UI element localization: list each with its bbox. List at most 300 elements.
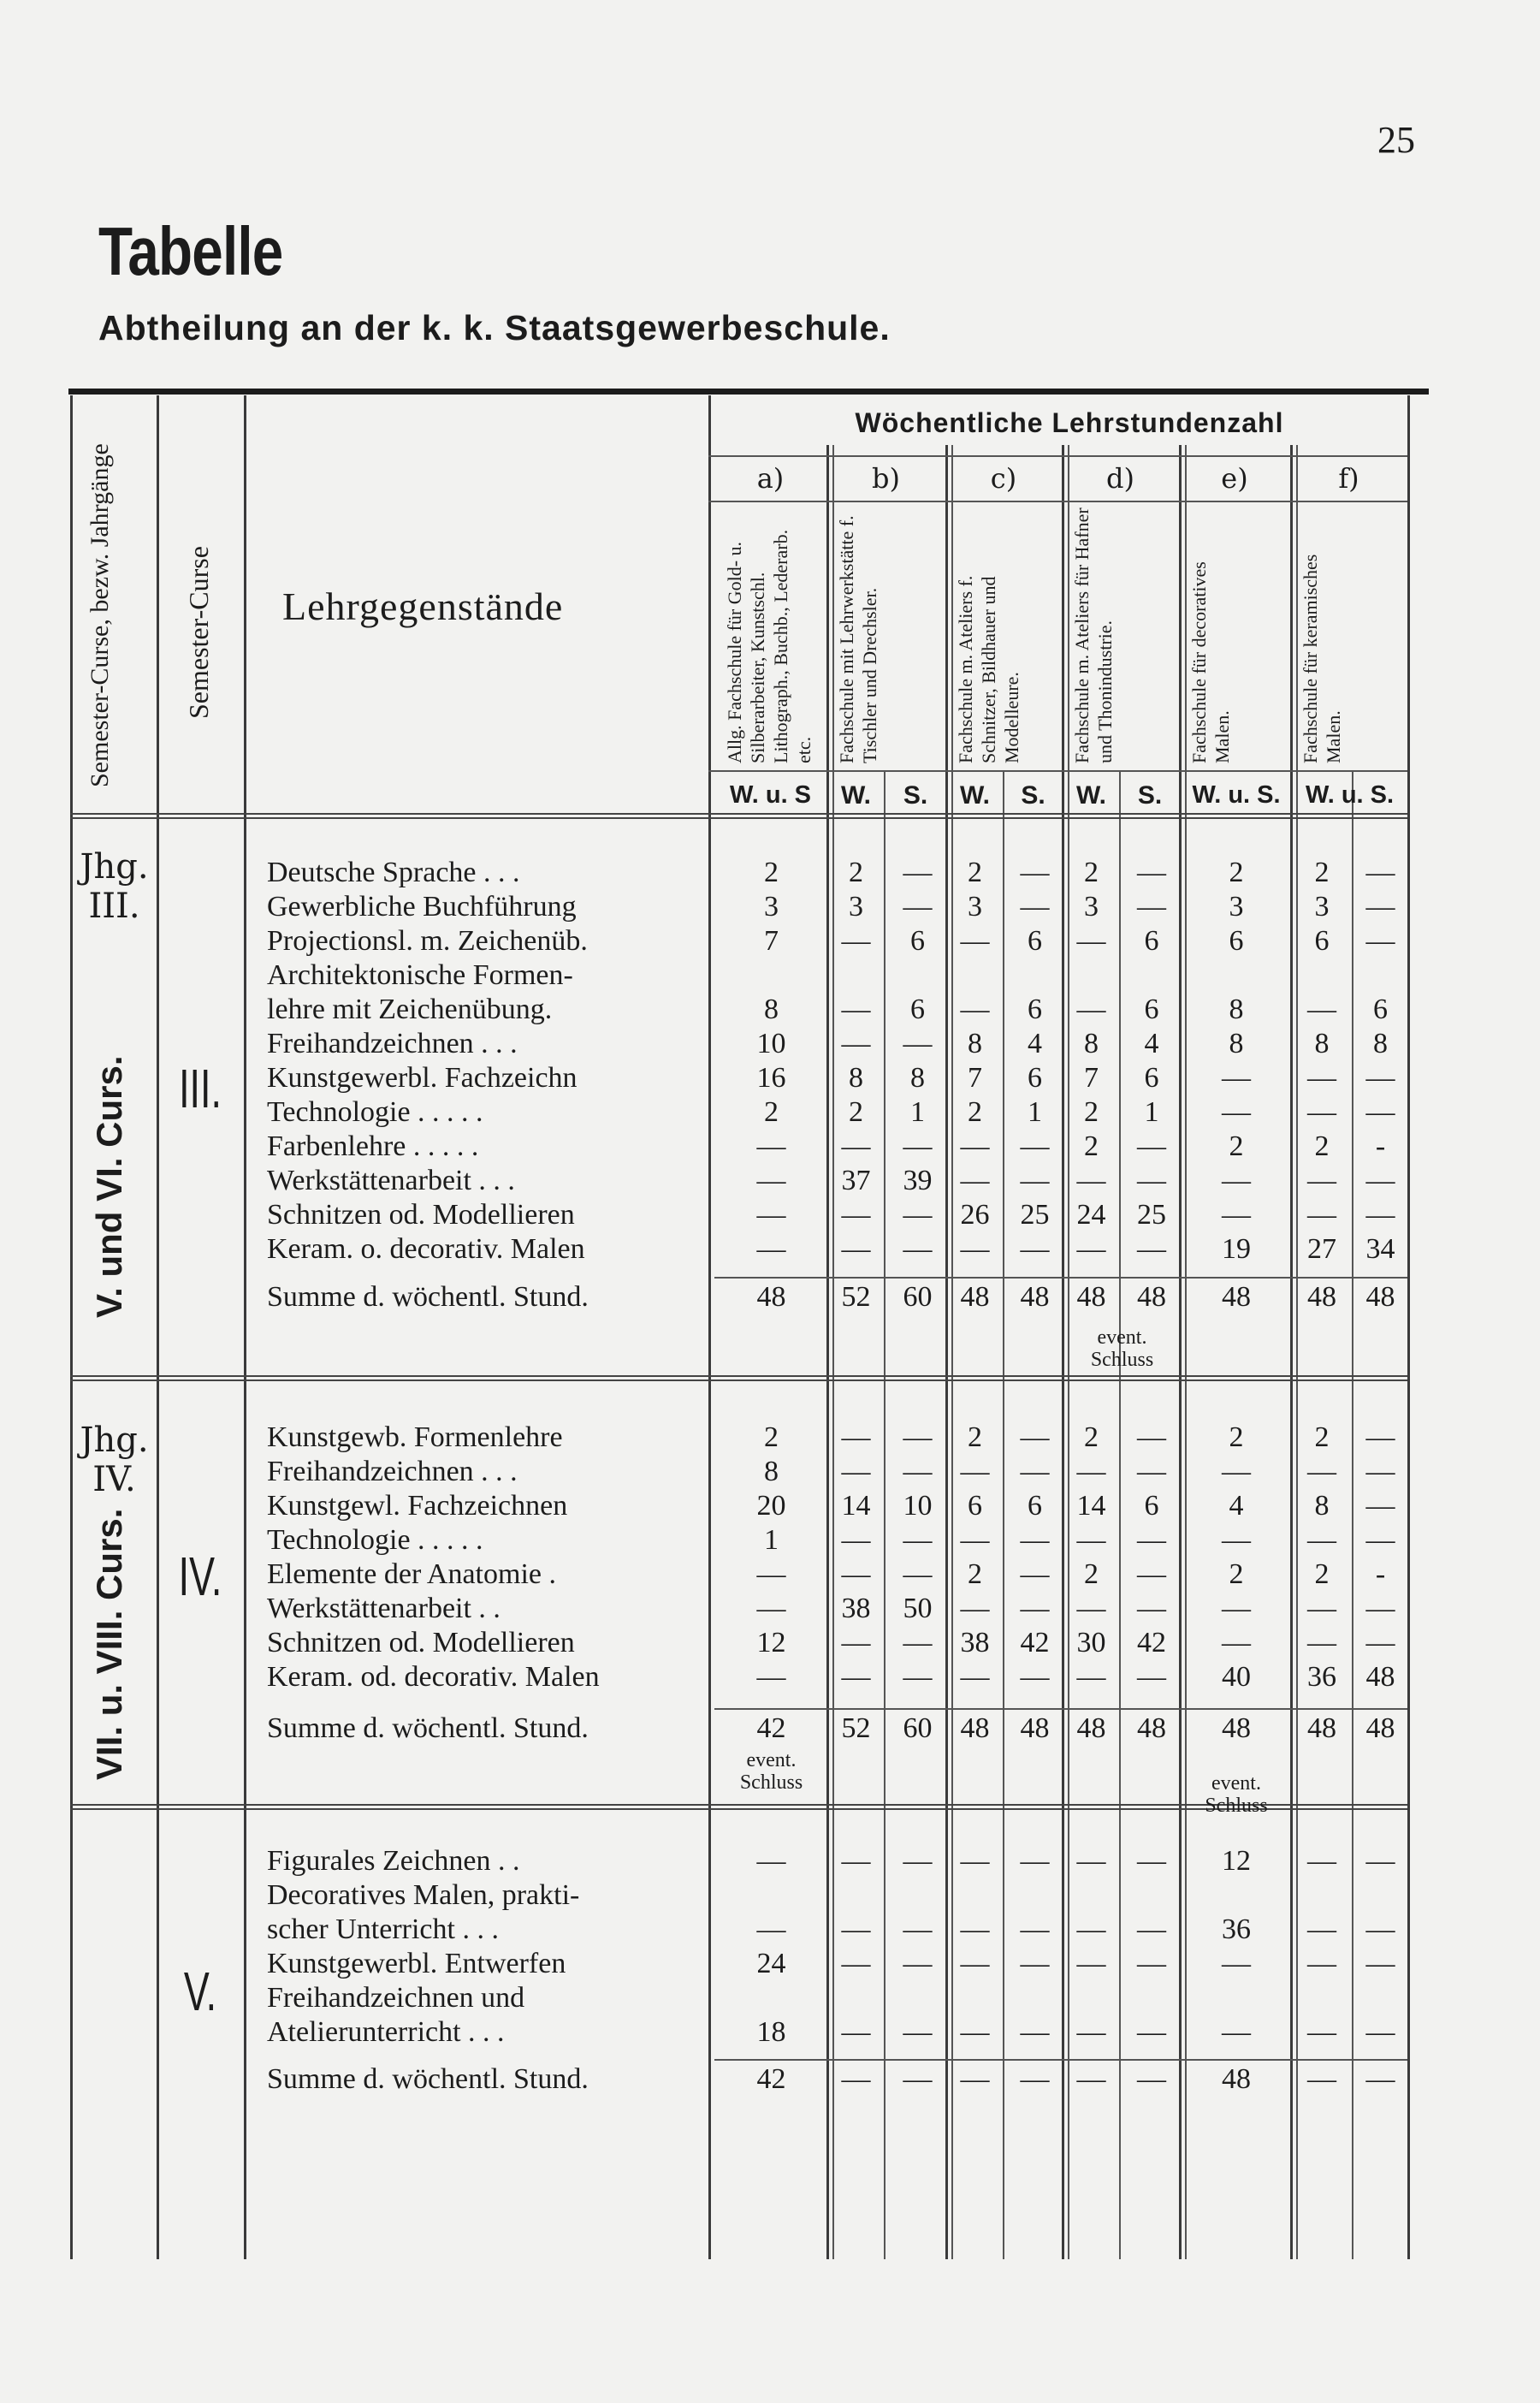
table-cell: — <box>841 1199 871 1231</box>
table-cell: — <box>1137 1456 1166 1487</box>
table-cell: — <box>756 1233 786 1265</box>
page-number: 25 <box>1377 119 1415 161</box>
table-cell: — <box>1365 1593 1395 1624</box>
grid-vline <box>1407 395 1410 2259</box>
subcol-header: S. <box>903 781 928 810</box>
subject-label: Keram. od. decorativ. Malen <box>267 1661 600 1693</box>
table-cell: — <box>1365 2016 1395 2048</box>
table-cell: — <box>1137 1914 1166 1945</box>
table-cell: 2 <box>1229 1130 1244 1162</box>
sum-cell: 42 <box>756 2063 786 2095</box>
table-cell: 25 <box>1020 1199 1050 1231</box>
table-cell: 3 <box>968 891 982 923</box>
table-cell: — <box>960 1661 990 1693</box>
table-cell: — <box>1020 1593 1050 1624</box>
table-cell: 1 <box>1144 1096 1159 1128</box>
table-cell: 2 <box>1084 1130 1099 1162</box>
subject-label: Freihandzeichnen und <box>267 1982 525 2014</box>
table-cell: 2 <box>1314 1421 1330 1453</box>
table-cell: — <box>1137 1845 1166 1877</box>
table-cell: — <box>903 1948 933 1979</box>
subcol-header: W. u. S <box>729 781 812 809</box>
table-cell: — <box>1076 994 1106 1025</box>
table-cell: 8 <box>1229 1028 1244 1059</box>
table-cell: 40 <box>1222 1661 1251 1693</box>
table-cell: — <box>960 925 990 957</box>
sum-cell: — <box>1307 2063 1336 2095</box>
table-cell: — <box>1076 1524 1106 1556</box>
table-cell: 6 <box>1229 925 1244 957</box>
table-cell: 2 <box>968 1558 982 1590</box>
subject-label: Schnitzen od. Modellieren <box>267 1627 575 1658</box>
table-cell: — <box>841 1914 871 1945</box>
table-cell: — <box>960 1233 990 1265</box>
table-cell: 2 <box>1229 1421 1244 1453</box>
subcol-header: S. <box>1137 781 1163 810</box>
header-lehrgegenstaende: Lehrgegenstände <box>282 584 564 628</box>
table-cell: — <box>1020 1914 1050 1945</box>
table-cell: — <box>1137 1130 1166 1162</box>
table-cell: 37 <box>841 1165 871 1196</box>
table-cell: — <box>1307 1096 1336 1128</box>
table-cell: 3 <box>1314 891 1330 923</box>
sum-cell: 48 <box>1020 1712 1050 1744</box>
table-cell: 2 <box>849 857 863 888</box>
table-cell: — <box>1076 1233 1106 1265</box>
table-cell: — <box>1076 1845 1106 1877</box>
sum-cell: — <box>1365 2063 1395 2095</box>
sum-cell: 48 <box>756 1281 786 1313</box>
table-cell: — <box>1020 891 1050 923</box>
sum-cell: 48 <box>1076 1281 1106 1313</box>
table-cell: — <box>903 1524 933 1556</box>
table-cell: 6 <box>1028 1490 1042 1522</box>
table-cell: — <box>1307 1627 1336 1658</box>
table-cell: — <box>1020 1524 1050 1556</box>
semester-numeral: IV. <box>178 1546 222 1607</box>
subject-label: Farbenlehre . . . . . <box>267 1130 479 1162</box>
table-cell: — <box>1307 1456 1336 1487</box>
table-cell: — <box>960 1948 990 1979</box>
table-cell: — <box>1365 925 1395 957</box>
subcol-header: S. <box>1021 781 1045 810</box>
table-cell: 7 <box>764 925 779 957</box>
table-cell: — <box>1222 1096 1251 1128</box>
table-cell: 14 <box>841 1490 871 1522</box>
grid-vline <box>708 395 711 2259</box>
subject-label: Decoratives Malen, prakti- <box>267 1879 580 1911</box>
header-woechentliche: Wöchentliche Lehrstundenzahl <box>855 407 1284 438</box>
subcol-vline <box>884 770 886 2259</box>
header-line <box>708 501 1407 502</box>
table-cell: 6 <box>1028 1062 1042 1094</box>
subject-label: Werkstättenarbeit . . . <box>267 1165 515 1196</box>
table-cell: 2 <box>1084 1421 1099 1453</box>
table-cell: — <box>1365 857 1395 888</box>
grid-vline <box>70 395 73 2259</box>
table-cell: 8 <box>1084 1028 1099 1059</box>
table-cell: 3 <box>1084 891 1099 923</box>
table-cell: — <box>1365 1199 1395 1231</box>
table-cell: 24 <box>1076 1199 1106 1231</box>
table-cell: — <box>903 1456 933 1487</box>
table-cell: — <box>1307 1062 1336 1094</box>
subject-label: Deutsche Sprache . . . <box>267 857 520 888</box>
table-cell: — <box>1020 1233 1050 1265</box>
table-cell: 7 <box>1084 1062 1099 1094</box>
subject-label: Technologie . . . . . <box>267 1096 483 1128</box>
table-cell: — <box>1222 1165 1251 1196</box>
sum-label: Summe d. wöchentl. Stund. <box>267 2063 589 2095</box>
sum-cell: — <box>1020 2063 1050 2095</box>
table-cell: — <box>1137 891 1166 923</box>
table-cell: 8 <box>849 1062 863 1094</box>
col-description: Allg. Fachschule für Gold- u. Silberarbeiter, Kunstschl. Lithograph., Buchb., Lederarb. etc. <box>724 529 814 763</box>
table-cell: — <box>1222 1456 1251 1487</box>
table-cell: — <box>841 1845 871 1877</box>
table-cell: 1 <box>764 1524 779 1556</box>
curs-label: V. und VI. Curs. <box>89 1055 129 1318</box>
table-cell: — <box>960 1845 990 1877</box>
table-cell: — <box>1307 1165 1336 1196</box>
table-cell: — <box>1365 1062 1395 1094</box>
table-cell: 36 <box>1307 1661 1336 1693</box>
subject-label: Kunstgewerbl. Fachzeichn <box>267 1062 578 1094</box>
table-cell: 48 <box>1365 1661 1395 1693</box>
subcol-header: W. <box>1076 781 1106 810</box>
table-cell: 6 <box>1144 1490 1159 1522</box>
table-cell: — <box>841 1948 871 1979</box>
table-cell: — <box>1365 1490 1395 1522</box>
subject-label: Freihandzeichnen . . . <box>267 1456 518 1487</box>
table-cell: — <box>1076 1948 1106 1979</box>
table-cell: — <box>1307 2016 1336 2048</box>
table-cell: — <box>1020 1661 1050 1693</box>
subject-label: Technologie . . . . . <box>267 1524 483 1556</box>
sum-cell: 60 <box>903 1712 933 1744</box>
table-cell: — <box>1076 1661 1106 1693</box>
table-cell: 50 <box>903 1593 933 1624</box>
table-cell: 6 <box>1028 925 1042 957</box>
table-cell: — <box>756 1593 786 1624</box>
header-bottom-line <box>70 813 1407 815</box>
table-cell: 10 <box>903 1490 933 1522</box>
col-letter: b) <box>872 462 900 495</box>
table-cell: — <box>1365 1421 1395 1453</box>
table-cell: 39 <box>903 1165 933 1196</box>
sum-cell: 48 <box>1137 1281 1166 1313</box>
curs-label: VII. u. VIII. Curs. <box>89 1508 129 1780</box>
table-cell: — <box>1137 1661 1166 1693</box>
subject-label: Figurales Zeichnen . . <box>267 1845 520 1877</box>
table-cell: - <box>1375 1130 1386 1162</box>
table-cell: — <box>756 1165 786 1196</box>
table-cell: — <box>841 1558 871 1590</box>
sum-cell: 48 <box>1365 1712 1395 1744</box>
table-cell: 42 <box>1137 1627 1166 1658</box>
table-cell: — <box>1307 1524 1336 1556</box>
table-cell: — <box>1076 1456 1106 1487</box>
table-cell: 2 <box>764 1421 779 1453</box>
subcol-header: W. u. S. <box>1192 781 1281 809</box>
sum-cell: 48 <box>960 1712 990 1744</box>
table-cell: 12 <box>756 1627 786 1658</box>
table-cell: 8 <box>1373 1028 1388 1059</box>
table-cell: — <box>903 1130 933 1162</box>
group-vline-inner <box>1185 445 1187 2259</box>
table-cell: — <box>841 994 871 1025</box>
subcol-header: W. <box>841 781 871 810</box>
table-cell: 8 <box>1314 1490 1330 1522</box>
sum-cell: 48 <box>960 1281 990 1313</box>
table-cell: — <box>1222 1524 1251 1556</box>
table-cell: — <box>841 1028 871 1059</box>
table-cell: — <box>1137 1165 1166 1196</box>
col-description: Fachschule m. Ateliers für Hafner und Thonindustrie. <box>1071 507 1116 763</box>
table-cell: — <box>903 1661 933 1693</box>
table-cell: — <box>1137 1948 1166 1979</box>
subject-label: scher Unterricht . . . <box>267 1914 499 1945</box>
table-cell: 2 <box>968 1096 982 1128</box>
table-cell: 18 <box>756 2016 786 2048</box>
sum-cell: — <box>841 2063 871 2095</box>
table-cell: — <box>1076 2016 1106 2048</box>
table-cell: — <box>756 1199 786 1231</box>
table-cell: — <box>1307 1948 1336 1979</box>
table-cell: — <box>1222 2016 1251 2048</box>
grid-vline <box>244 395 246 2259</box>
table-cell: — <box>960 2016 990 2048</box>
sum-cell: 48 <box>1307 1281 1336 1313</box>
table-cell: 1 <box>1028 1096 1042 1128</box>
col-letter: d) <box>1106 462 1134 495</box>
table-cell: — <box>903 1845 933 1877</box>
subject-label: Freihandzeichnen . . . <box>267 1028 518 1059</box>
table-cell: — <box>1137 1593 1166 1624</box>
sum-cell: 48 <box>1222 1281 1251 1313</box>
table-cell: — <box>1222 1062 1251 1094</box>
table-cell: — <box>1076 925 1106 957</box>
note-event-schluss: event. Schluss <box>1090 1326 1154 1371</box>
table-cell: — <box>1307 1845 1336 1877</box>
col-letter: f) <box>1338 462 1359 495</box>
table-cell: 6 <box>910 994 925 1025</box>
table-cell: — <box>903 1914 933 1945</box>
sum-cell: 60 <box>903 1281 933 1313</box>
group-vline <box>1290 445 1293 2259</box>
sum-line <box>714 2059 1407 2061</box>
subject-label: Kunstgewl. Fachzeichnen <box>267 1490 568 1522</box>
page-title: Tabelle <box>98 213 283 289</box>
table-cell: 2 <box>1314 857 1330 888</box>
table-cell: — <box>1365 1845 1395 1877</box>
sum-cell: 42 <box>756 1712 786 1744</box>
table-cell: 30 <box>1076 1627 1106 1658</box>
table-cell: — <box>841 2016 871 2048</box>
table-cell: 10 <box>756 1028 786 1059</box>
table-cell: — <box>960 1593 990 1624</box>
col-description: Fachschule für decoratives Malen. <box>1188 561 1233 763</box>
table-cell: — <box>756 1914 786 1945</box>
table-cell: 2 <box>849 1096 863 1128</box>
table-cell: — <box>1365 1165 1395 1196</box>
table-cell: 19 <box>1222 1233 1251 1265</box>
table-cell: 36 <box>1222 1914 1251 1945</box>
table-cell: — <box>1307 994 1336 1025</box>
table-cell: — <box>960 994 990 1025</box>
subject-label: Werkstättenarbeit . . <box>267 1593 500 1624</box>
table-cell: 8 <box>1229 994 1244 1025</box>
table-cell: — <box>756 1130 786 1162</box>
table-cell: 2 <box>1084 1096 1099 1128</box>
table-cell: 38 <box>960 1627 990 1658</box>
table-cell: — <box>841 1627 871 1658</box>
table-cell: — <box>960 1456 990 1487</box>
table-cell: — <box>841 1421 871 1453</box>
header-semester-curse: Semester-Curse <box>183 546 214 719</box>
sum-cell: 48 <box>1076 1712 1106 1744</box>
table-cell: — <box>1365 1456 1395 1487</box>
table-cell: 38 <box>841 1593 871 1624</box>
sum-cell: 52 <box>841 1712 871 1744</box>
sum-line <box>714 1708 1407 1710</box>
grid-vline <box>157 395 159 2259</box>
table-cell: — <box>903 1028 933 1059</box>
table-cell: — <box>756 1558 786 1590</box>
header-line <box>708 455 1407 457</box>
table-cell: — <box>1020 2016 1050 2048</box>
table-cell: 2 <box>1084 857 1099 888</box>
sum-cell: 48 <box>1307 1712 1336 1744</box>
table-cell: — <box>903 1627 933 1658</box>
table-cell: — <box>1307 1914 1336 1945</box>
table-cell: 2 <box>1314 1558 1330 1590</box>
section-bottom-line <box>70 1375 1407 1377</box>
table-cell: - <box>1375 1558 1386 1590</box>
table-cell: — <box>903 1199 933 1231</box>
table-cell: — <box>903 2016 933 2048</box>
table-cell: 14 <box>1076 1490 1106 1522</box>
group-vline-inner <box>951 445 953 2259</box>
table-cell: 6 <box>1373 994 1388 1025</box>
table-cell: — <box>1222 1627 1251 1658</box>
table-cell: — <box>1365 1914 1395 1945</box>
table-cell: 2 <box>764 1096 779 1128</box>
table-cell: — <box>1365 1096 1395 1128</box>
subject-label: Atelierunterricht . . . <box>267 2016 505 2048</box>
table-cell: 4 <box>1028 1028 1042 1059</box>
table-cell: 8 <box>764 994 779 1025</box>
sum-cell: — <box>960 2063 990 2095</box>
col-letter: c) <box>990 462 1017 495</box>
table-cell: — <box>1222 1593 1251 1624</box>
table-cell: — <box>1020 1558 1050 1590</box>
table-cell: 8 <box>1314 1028 1330 1059</box>
table-cell: — <box>1076 1165 1106 1196</box>
table-cell: — <box>1137 1558 1166 1590</box>
table-cell: — <box>1307 1199 1336 1231</box>
table-cell: — <box>1020 1845 1050 1877</box>
table-cell: 2 <box>1229 857 1244 888</box>
table-cell: — <box>1365 891 1395 923</box>
table-cell: 6 <box>1144 994 1159 1025</box>
table-cell: 4 <box>1144 1028 1159 1059</box>
col-description: Fachschule mit Lehrwerkstätte f. Tischler und Drechsler. <box>836 515 880 763</box>
table-cell: 6 <box>1144 1062 1159 1094</box>
col-letter: e) <box>1221 462 1248 495</box>
table-cell: — <box>841 1233 871 1265</box>
sum-cell: 48 <box>1365 1281 1395 1313</box>
table-cell: — <box>1020 857 1050 888</box>
table-cell: 16 <box>756 1062 786 1094</box>
table-cell: — <box>1365 1524 1395 1556</box>
table-cell: — <box>903 1233 933 1265</box>
note-event-schluss: event. Schluss <box>1205 1772 1268 1817</box>
table-cell: — <box>841 1130 871 1162</box>
table-cell: 6 <box>1314 925 1330 957</box>
table-cell: 12 <box>1222 1845 1251 1877</box>
sum-cell: — <box>1137 2063 1166 2095</box>
table-cell: 7 <box>968 1062 982 1094</box>
table-cell: 1 <box>910 1096 925 1128</box>
table-cell: — <box>841 925 871 957</box>
subject-label: lehre mit Zeichenübung. <box>267 994 553 1025</box>
table-cell: 25 <box>1137 1199 1166 1231</box>
table-cell: — <box>1137 857 1166 888</box>
subject-label: Kunstgewb. Formenlehre <box>267 1421 563 1453</box>
note-event-schluss: event. Schluss <box>739 1749 803 1794</box>
table-cell: — <box>1076 1593 1106 1624</box>
subject-label: Keram. o. decorativ. Malen <box>267 1233 585 1265</box>
table-cell: — <box>1137 2016 1166 2048</box>
table-cell: — <box>1365 1948 1395 1979</box>
subcol-vline <box>1003 770 1004 2259</box>
page-subtitle: Abtheilung an der k. k. Staatsgewerbeschule. <box>98 308 891 347</box>
table-cell: 42 <box>1020 1627 1050 1658</box>
group-vline-inner <box>1296 445 1298 2259</box>
table-cell: 6 <box>968 1490 982 1522</box>
table-cell: — <box>841 1456 871 1487</box>
table-cell: — <box>1020 1456 1050 1487</box>
sum-cell: 48 <box>1222 1712 1251 1744</box>
table-cell: — <box>1020 1948 1050 1979</box>
sum-cell: 48 <box>1222 2063 1251 2095</box>
table-cell: 3 <box>849 891 863 923</box>
table-cell: 6 <box>1028 994 1042 1025</box>
semester-numeral: V. <box>183 1961 217 2022</box>
table-cell: — <box>903 857 933 888</box>
table-cell: — <box>756 1661 786 1693</box>
table-cell: — <box>1137 1524 1166 1556</box>
subcol-vline <box>1119 770 1121 2259</box>
table-cell: — <box>903 1421 933 1453</box>
table-cell: — <box>1222 1199 1251 1231</box>
table-cell: 6 <box>910 925 925 957</box>
table-cell: 27 <box>1307 1233 1336 1265</box>
table-cell: 8 <box>910 1062 925 1094</box>
table-cell: 3 <box>1229 891 1244 923</box>
table-cell: 26 <box>960 1199 990 1231</box>
table-cell: — <box>756 1845 786 1877</box>
table-cell: 2 <box>764 857 779 888</box>
sum-cell: 48 <box>1137 1712 1166 1744</box>
table-cell: 8 <box>764 1456 779 1487</box>
header-semester-jahrgaenge: Semester-Curse, bezw. Jahrgänge <box>86 443 114 787</box>
table-cell: 4 <box>1229 1490 1244 1522</box>
table-cell: — <box>841 1524 871 1556</box>
table-cell: 6 <box>1144 925 1159 957</box>
table-cell: — <box>1020 1165 1050 1196</box>
